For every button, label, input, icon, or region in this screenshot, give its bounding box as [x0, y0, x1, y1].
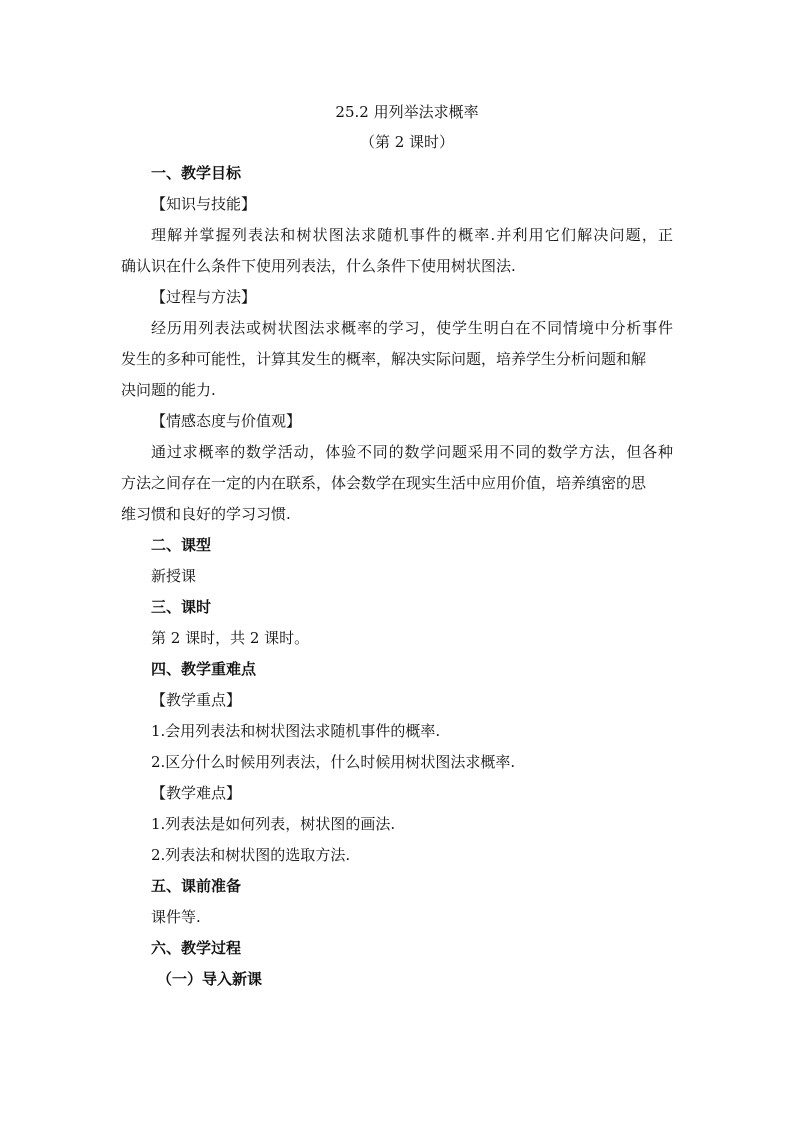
- section-heading-objectives: 一、教学目标: [151, 164, 242, 182]
- list-item-key-point: 1.会用列表法和树状图法求随机事件的概率.: [151, 722, 441, 740]
- list-item-key-point: 2.区分什么时候用列表法，什么时候用树状图法求概率.: [151, 753, 516, 771]
- label-key-points: 【教学重点】: [151, 691, 242, 709]
- section-heading-key-difficult: 四、教学重难点: [151, 660, 257, 678]
- section-heading-class-hours: 三、课时: [151, 598, 212, 616]
- paragraph-line: 决问题的能力.: [121, 381, 216, 399]
- paragraph-line: 经历用列表法或树状图法求概率的学习，使学生明白在不同情境中分析事件: [151, 319, 673, 337]
- label-difficult-points: 【教学难点】: [151, 784, 242, 802]
- paragraph-line: 维习惯和良好的学习习惯.: [121, 505, 291, 523]
- paragraph-line: 确认识在什么条件下使用列表法，什么条件下使用树状图法.: [121, 257, 516, 275]
- label-process-methods: 【过程与方法】: [151, 288, 257, 306]
- paragraph-knowledge-skills: [121, 220, 673, 282]
- list-item-difficult-point: 1.列表法是如何列表，树状图的画法.: [151, 815, 396, 833]
- paragraph-process-methods: [121, 313, 673, 406]
- document-title: 25.2 用列举法求概率: [335, 103, 479, 121]
- paragraph-line: 方法之间存在一定的内在联系，体会数学在现实生活中应用价值，培养缜密的思: [121, 474, 647, 492]
- lesson-type-text: 新授课: [151, 567, 197, 585]
- paragraph-line: 通过求概率的数学活动，体验不同的数学问题采用不同的数学方法，但各种: [151, 443, 673, 461]
- class-hours-text: 第 2 课时，共 2 课时。: [151, 629, 310, 647]
- paragraph-line: 理解并掌握列表法和树状图法求随机事件的概率.并利用它们解决问题，正: [151, 226, 673, 244]
- paragraph-emotion-values: [121, 437, 673, 530]
- label-knowledge-skills: 【知识与技能】: [151, 195, 257, 213]
- list-item-difficult-point: 2.列表法和树状图的选取方法.: [151, 846, 351, 864]
- subsection-heading-intro: （一）导入新课: [157, 970, 263, 988]
- label-emotion-values: 【情感态度与价值观】: [151, 412, 302, 430]
- document-content: [121, 98, 673, 995]
- paragraph-line: 发生的多种可能性，计算其发生的概率，解决实际问题，培养学生分析问题和解: [121, 350, 647, 368]
- preparation-text: 课件等.: [151, 908, 201, 926]
- section-heading-lesson-type: 二、课型: [151, 536, 212, 554]
- document-subtitle: （第 2 课时）: [359, 133, 455, 151]
- section-heading-preparation: 五、课前准备: [151, 877, 242, 895]
- section-heading-teaching-process: 六、教学过程: [151, 939, 242, 957]
